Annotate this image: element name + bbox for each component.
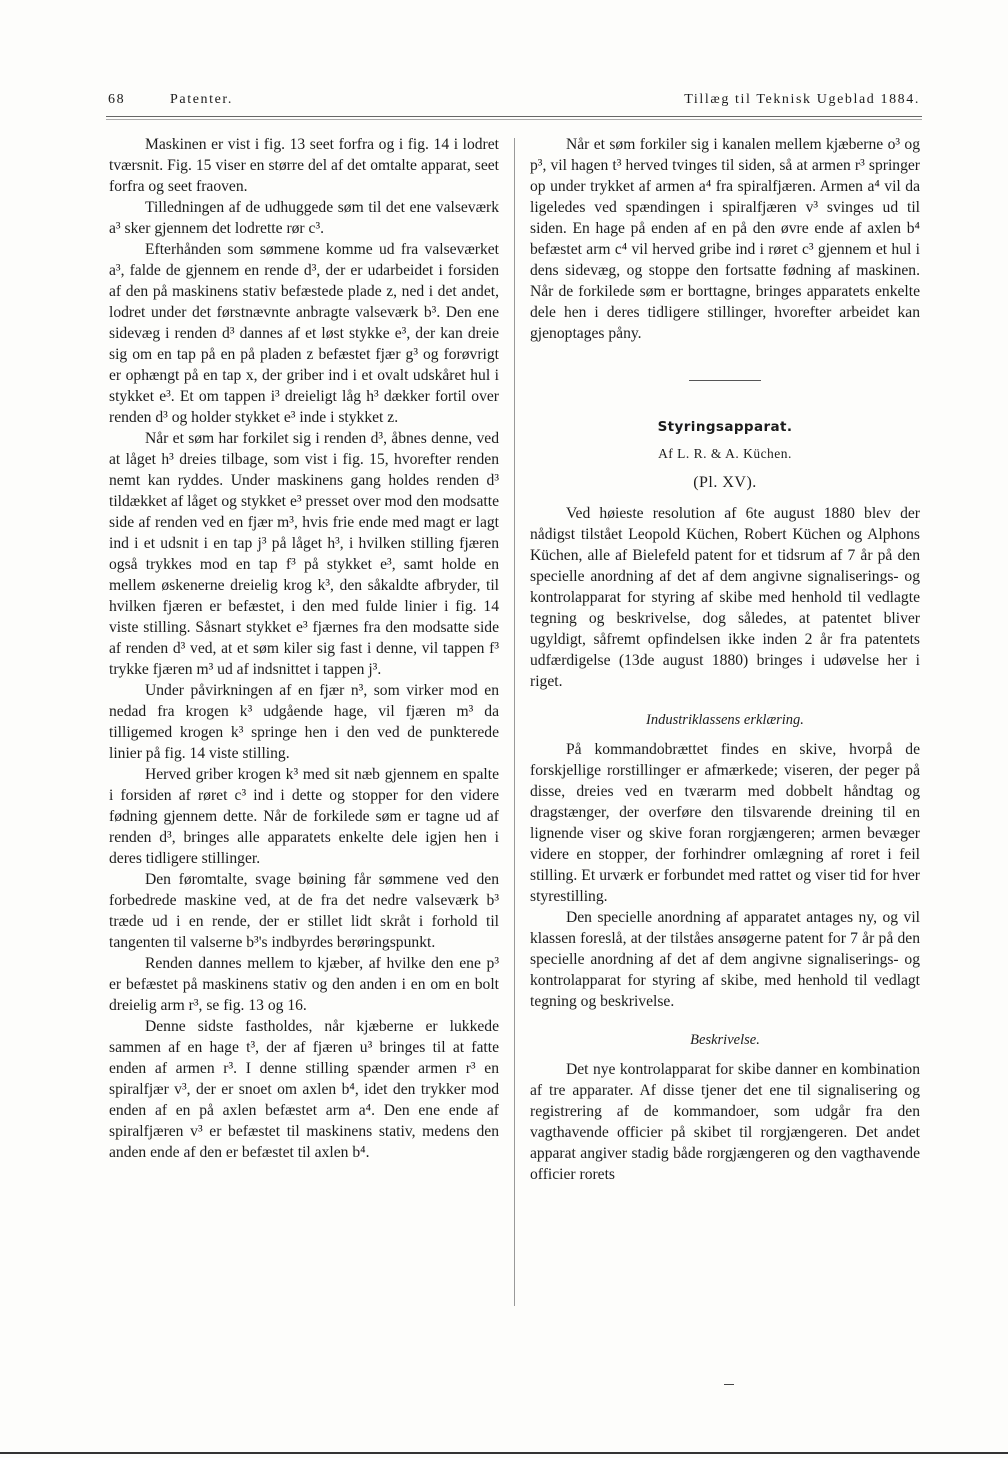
left-column bbox=[109, 134, 499, 1163]
column-divider bbox=[514, 138, 515, 1306]
section-separator bbox=[689, 380, 761, 381]
paragraph: Under påvirkningen af en fjær n³, som virker mod en nedad fra krogen k³ udgående hage, vil fjæren m³ da tilligemed krogen k³ springe hen i den ved de punkterede linier på fig. 14 viste stilling. bbox=[109, 682, 499, 762]
paragraph: Renden dannes mellem to kjæber, af hvilke den ene p³ er befæstet på maskinens stativ og den anden i en om en bolt dreielig arm r³, se fig. 13 og 16. bbox=[109, 955, 499, 1014]
paragraph: Det nye kontrolapparat for skibe danner en kombination af tre apparater. Af disse tjener det ene til signalisering og registrering af de kommandoer, som udgår fra den vagthavende officier på skibet til rorgjængeren. Det andet apparat angiver stadig både rorgjængeren og den vagthavende officier rorets bbox=[530, 1061, 920, 1183]
section-label: Patenter. bbox=[170, 92, 233, 107]
page-edge-line bbox=[0, 1452, 1008, 1454]
paragraph: Efterhånden som sømmene komme ud fra valseværket a³, falde de gjennem en rende d³, der er udarbeidet i forsiden af den på maskinens stativ befæstede plade z, ned i det andet, lodret under det førstnævnte anbragte valseværk b³. Den ene sidevæg i renden d³ dannes af et løst stykke e³, der kan dreie sig om en tap på en på pladen z befæstet fjær g³ og forøvrigt er ophængt på en tap x, der griber ind i et ovalt udskåret hul i stykket e³. Et om tappen i³ dreieligt låg h³ dækker fortil over renden d³ og holder stykket e³ inde i stykket z. bbox=[109, 241, 499, 426]
paragraph: Herved griber krogen k³ med sit næb gjennem en spalte i forsiden af røret c³ ind i dette og stopper for den videre fødning gjennem dette. Når de forkilede søm er tagne ud af renden d³, bringes alle apparatets enkelte dele igjen hen i deres tidligere stillinger. bbox=[109, 766, 499, 867]
page-number: 68 bbox=[108, 92, 126, 107]
paragraph: På kommandobrættet findes en skive, hvorpå de forskjellige rorstillinger er afmærkede; viseren, der peger på disse, dreies ved en tværarm med dobbelt håndtag og dragstænger, der overføre den tilsvarende dreining til en lignende viser og skive foran rorgjængeren; armen bevæger videre en stopper, der forhindrer omlægning af roret i feil stilling. Et urværk er forbundet med rattet og viser tid for hver styrestilling. bbox=[530, 741, 920, 905]
article-title: Styringsapparat. bbox=[657, 419, 793, 435]
publication-title: Tillæg til Teknisk Ugeblad 1884. bbox=[684, 92, 920, 107]
header-rule bbox=[106, 116, 922, 117]
paragraph: Når et søm forkiler sig i kanalen mellem kjæberne o³ og p³, vil hagen t³ herved tvinges til siden, så at armen r³ springer op under trykket af armen a⁴ fra spiralfjæren. Armen a⁴ vil da ligeledes ved spændingen i spiralfjæren v³ svinges ud til siden. En hage på enden af en på den øvre ende af axlen b⁴ befæstet arm c⁴ vil herved gribe ind i røret c³ gjennem et hul i dens sidevæg, og stoppe den fortsatte fødning af maskinen. Når de forkilede søm er borttagne, bringes apparatets enkelte dele hen i deres tidligere stillinger, hvorefter arbeidet kan gjenoptages påny. bbox=[530, 136, 920, 342]
paragraph: Når et søm har forkilet sig i renden d³, åbnes denne, ved at låget h³ dreies tilbage, som vist i fig. 15, hvorefter renden nemt kan ryddes. Under maskinens gang holdes renden d³ tildækket af låget og stykket e³ presset over mod den modsatte side af renden ved en fjær m³, hvis frie ende med magt er lagt ind i et udsnit i en tap j³ på låget h³, i hvilken stilling fjæren også trykkes mod en tap f³ på stykket e³, samt holde en mellem øskenerne dreielig krog k³, den såkaldte afbryder, til hvilken fjæren er befæstet, i den med fulde linier i fig. 14 viste stilling. Såsnart stykket e³ fjærnes fra den modsatte side af renden d³ ved, at et søm kiler sig fast i denne, vil tappen f³ trykke fjæren m³ ud af indsnittet i tappen j³. bbox=[109, 430, 499, 678]
paragraph: Ved høieste resolution af 6te august 1880 blev der nådigst tilstået Leopold Küchen, Robert Küchen og Alphons Küchen, alle af Bielefeld patent for et tidsrum af 7 år på den specielle anordning af det af dem angivne signaliserings- og kontrolapparat for styring af skibe med henhold til vedlagte tegning og beskrivelse, dog således, at patentet bliver ugyldigt, såfremt opfindelsen ikke inden 2 år fra patentets udfærdigelse (13de august 1880) bringes i udøvelse her i riget. bbox=[530, 505, 920, 690]
subheading: Industriklassens erklæring. bbox=[646, 712, 804, 728]
right-column bbox=[530, 134, 920, 1185]
running-header bbox=[108, 88, 920, 112]
paragraph: Den specielle anordning af apparatet antages ny, og vil klassen foreslå, at der tilståes ansøgerne patent for 7 år på den specielle anordning af det af dem angivne signaliserings- og kontrolapparat for styring af skibe, med henhold til vedlagt tegning og beskrivelse. bbox=[530, 909, 920, 1010]
paragraph: Denne sidste fastholdes, når kjæberne er lukkede sammen af en hage t³, der af fjæren u³ bringes til at fatte enden af armen r³. I denne stilling spænder armen r³ en spiralfjær v³, der er snoet om axlen b⁴, idet den trykker mod enden af en på axlen befæstet arm a⁴. Den ene ende af spiralfjæren v³ er befæstet til maskinens stativ, medens den anden ende af den er befæstet til axlen b⁴. bbox=[109, 1018, 499, 1161]
paragraph: Den føromtalte, svage bøining får sømmene ved den forbedrede maskine ved, at de fra det nedre valseværk b³ træde ud i en rende, der er stillet lidt skråt i forhold til tangenten til valserne b³'s indbyrdes berøringspunkt. bbox=[109, 871, 499, 951]
header-rule-thin bbox=[106, 119, 922, 120]
paragraph: Maskinen er vist i fig. 13 seet forfra og i fig. 14 i lodret tværsnit. Fig. 15 viser en større del af det omtalte apparat, seet forfra og seet fraoven. bbox=[109, 136, 499, 195]
plate-reference: (Pl. XV). bbox=[693, 474, 757, 491]
footer-mark bbox=[724, 1384, 734, 1385]
paragraph: Tilledningen af de udhuggede søm til det ene valseværk a³ sker gjennem det lodrette rør c³. bbox=[109, 199, 499, 237]
article-byline: Af L. R. & A. Küchen. bbox=[658, 446, 792, 461]
subheading: Beskrivelse. bbox=[690, 1032, 760, 1048]
